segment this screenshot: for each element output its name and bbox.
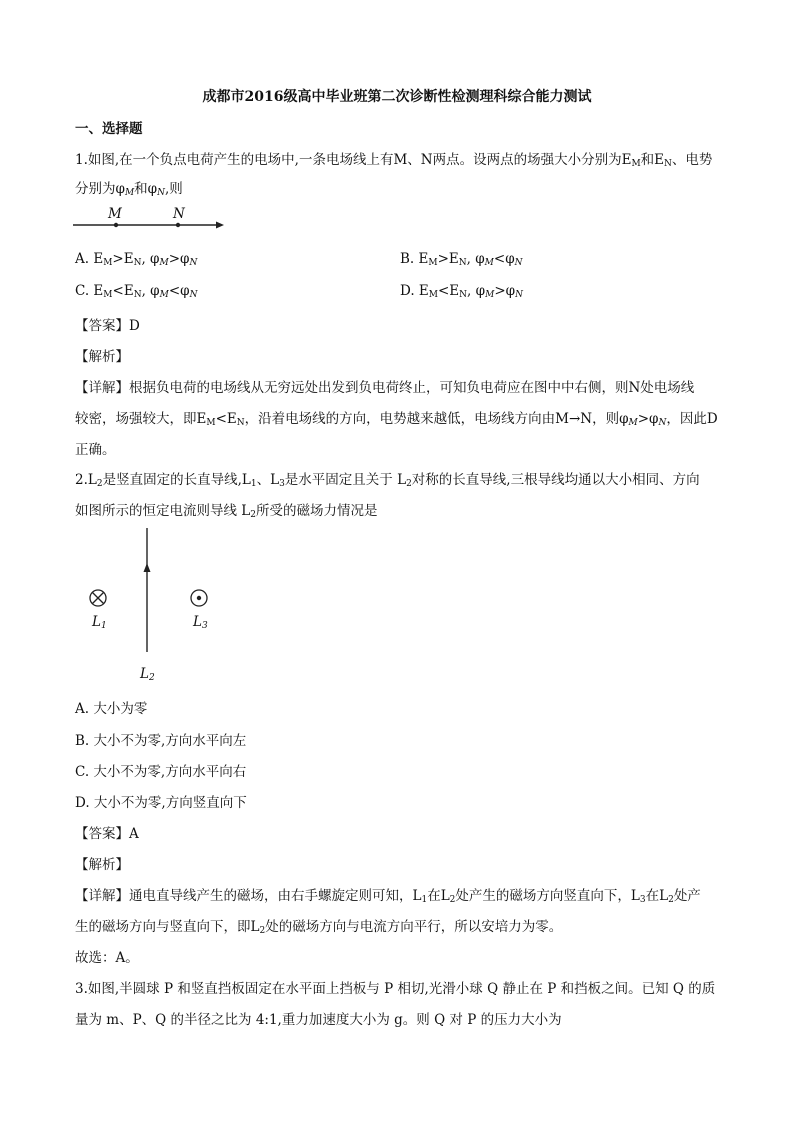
label-l1: $L_1$ bbox=[92, 614, 107, 631]
q1-option-d: D. $E_M<E_N$, $\varphi_M>\varphi_N$ bbox=[400, 283, 523, 300]
q2-analysis: 【解析】 bbox=[75, 857, 129, 873]
q2-detail-line2: 生的磁场方向与竖直向下，即$L_2$处的磁场方向与电流方向平行，所以安培力为零。 bbox=[75, 919, 563, 936]
label-n: N bbox=[173, 206, 185, 222]
label-l2: $L_2$ bbox=[140, 666, 155, 683]
q1-detail-line2: 较密，场强较大，即$E_M<E_N$，沿着电场线的方向，电势越来越低，电场线方向由M→N，则$\varphi_M>\varphi_N$，因此D bbox=[75, 411, 718, 428]
q2-choose: 故选：A。 bbox=[75, 950, 139, 966]
q2-detail-line1: 【详解】通电直导线产生的磁场，由右手螺旋定则可知，$L_1$在$L_2$处产生的磁场方向竖直向下，$L_3$在$L_2$处产 bbox=[75, 888, 701, 905]
q2-text-line1: $2.L_2$是竖直固定的长直导线$,L_1$、$L_3$是水平固定且关于 $L_2$对称的长直导线,三根导线均通以大小相同、方向 bbox=[75, 472, 700, 489]
current-up-arrow-icon bbox=[144, 563, 151, 572]
q1-field-line-figure bbox=[70, 204, 230, 238]
q3-text-line2: 量为 m、P、Q 的半径之比为 4:1,重力加速度大小为 g。则 Q 对 P 的压力大小为 bbox=[75, 1012, 562, 1028]
q1-detail-line3: 正确。 bbox=[75, 442, 116, 458]
q1-option-b: B. $E_M>E_N$, $\varphi_M<\varphi_N$ bbox=[400, 251, 523, 268]
field-arrow-icon bbox=[216, 222, 224, 229]
q1-option-a: A. $E_M>E_N$, $\varphi_M>\varphi_N$ bbox=[75, 251, 198, 268]
q2-option-b: B. 大小不为零,方向水平向左 bbox=[75, 733, 247, 749]
point-n bbox=[176, 223, 180, 227]
label-l3: $L_3$ bbox=[193, 614, 208, 631]
q1-detail-line1: 【详解】根据负电荷的电场线从无穷远处出发到负电荷终止，可知负电荷应在图中中右侧，则N处电场线 bbox=[75, 380, 695, 396]
label-m: M bbox=[108, 206, 122, 222]
point-m bbox=[114, 223, 118, 227]
q2-option-c: C. 大小不为零,方向水平向右 bbox=[75, 764, 247, 780]
section-heading: 一、选择题 bbox=[75, 121, 143, 137]
q1-text-line2: 分别为$\varphi_M$和$\varphi_N$,则 bbox=[75, 181, 183, 198]
q1-answer: 【答案】D bbox=[75, 318, 140, 334]
page-title: 成都市2016级高中毕业班第二次诊断性检测理科综合能力测试 bbox=[202, 89, 592, 105]
current-into-page-icon bbox=[90, 590, 106, 606]
q3-text-line1: 3.如图,半圆球 P 和竖直挡板固定在水平面上挡板与 P 相切,光滑小球 Q 静止在 P 和挡板之间。已知 Q 的质 bbox=[75, 981, 716, 997]
q1-option-c: C. $E_M<E_N$, $\varphi_M<\varphi_N$ bbox=[75, 283, 198, 300]
q2-option-a: A. 大小为零 bbox=[75, 701, 148, 717]
q1-analysis: 【解析】 bbox=[75, 349, 129, 365]
q2-option-d: D. 大小不为零,方向竖直向下 bbox=[75, 795, 247, 811]
q1-text-line1: 1.如图,在一个负点电荷产生的电场中,一条电场线上有M、N两点。设两点的场强大小分别为$E_M$和$E_N$、电势 bbox=[75, 152, 713, 169]
q2-wires-figure bbox=[80, 528, 240, 688]
q2-text-line2: 如图所示的恒定电流则导线 $L_2$所受的磁场力情况是 bbox=[75, 503, 378, 520]
q2-answer: 【答案】A bbox=[75, 826, 139, 842]
current-out-of-page-icon bbox=[191, 590, 207, 606]
